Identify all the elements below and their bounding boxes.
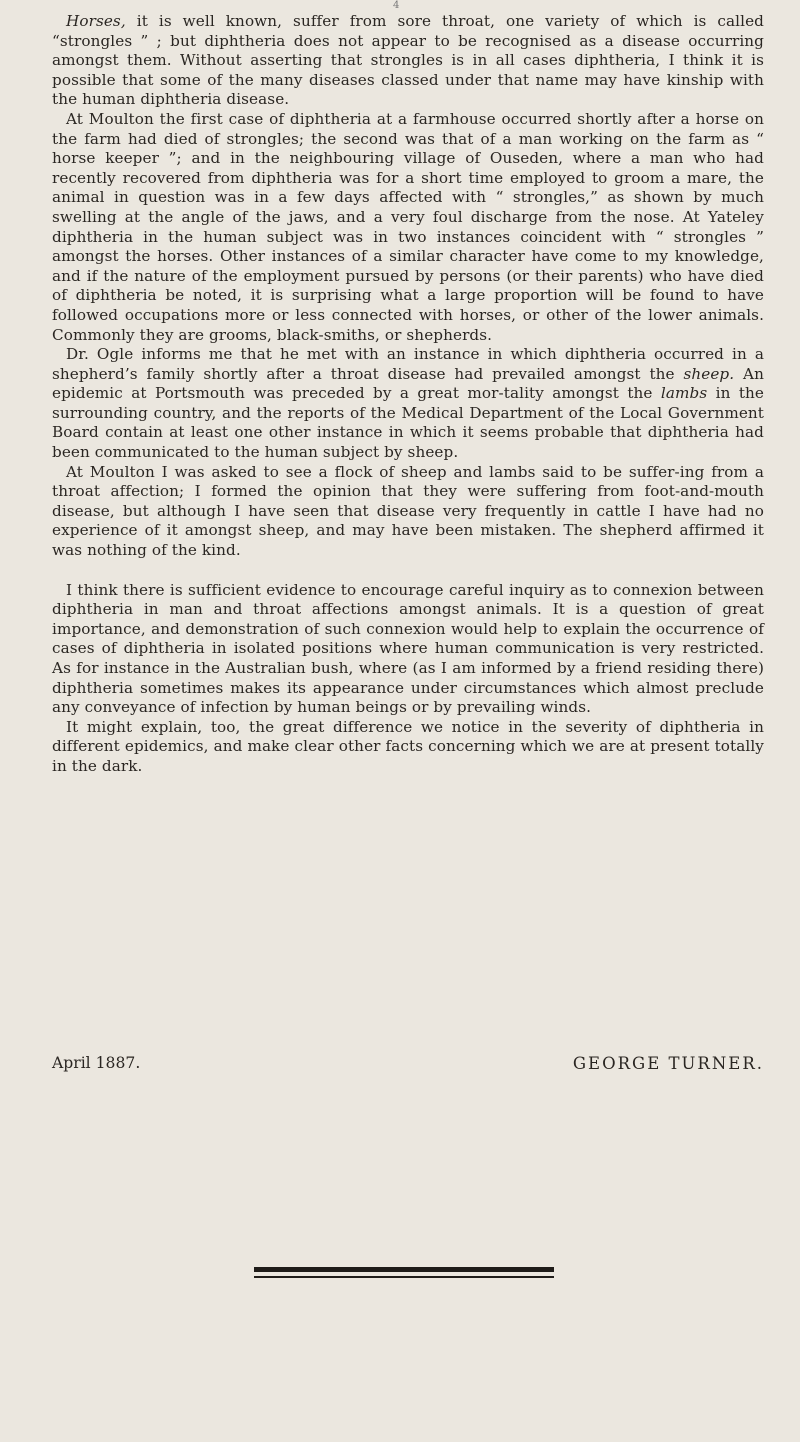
- paragraph-text: An epidemic at Portsmouth was preceded by a great mor-tality amongst the: [52, 364, 764, 403]
- body-text: [52, 12, 764, 777]
- paragraph-text: it is well known, suffer from sore throat, one variety of which is called “strongles ” ; but diphtheria does not appear to be recognised as a disease occurring amongst them. Without asserting that strongles is in all cases diphtheria, I think it is possible that some of the many diseases classed under that name may have kinship with the human diphtheria disease.: [52, 12, 764, 109]
- paragraph-text: Dr. Ogle informs me that he met with an instance in which diphtheria occurred in a shepherd’s family shortly after a throat disease had prevailed amongst the: [52, 345, 764, 383]
- paragraph: [52, 581, 764, 718]
- author-name: GEORGE TURNER.: [572, 1054, 764, 1073]
- paragraph: [52, 12, 764, 110]
- paragraph: [52, 718, 764, 777]
- paragraph-text: At Moulton the first case of diphtheria at a farmhouse occurred shortly after a horse on the farm had died of strongles; the second was that of a man working on the farm as “ horse keeper ”; and in the neighbouring village of Ouseden, where a man who had recently recovered from diphtheria was for a short time employed to groom a mare, the animal in question was in a few days affected with “ strongles,” as shown by much swelling at the angle of the jaws, and a very foul discharge from the nose. At Yateley diphtheria in the human subject was in two instances coincident with “ strongles ” amongst the horses. Other instances of a similar character have come to my knowledge, and if the nature of the employment pursued by persons (or their parents) who have died of diphtheria be noted, it is surprising what a large proportion will be found to have followed occupations more or less connected with horses, or other of the lower animals. Commonly they are grooms, black-smiths, or shepherds.: [52, 109, 764, 344]
- paragraph-text: I think there is sufficient evidence to encourage careful inquiry as to connexion between diphtheria in man and throat affections amongst animals. It is a question of great importance, and demonstration of such connexion would help to explain the occurrence of cases of diphtheria in isolated positions where human communication is very restricted. As for instance in the Australian bush, where (as I am informed by a friend residing there) diphtheria sometimes makes its appearance under circumstances which almost preclude any conveyance of infection by human beings or by prevailing winds.: [52, 580, 764, 717]
- date: April 1887.: [52, 1054, 141, 1072]
- italic-text: lambs: [660, 384, 708, 403]
- paragraph: [52, 345, 764, 463]
- italic-text: Horses,: [66, 12, 126, 30]
- paragraph-text: At Moulton I was asked to see a flock of sheep and lambs said to be suffer-ing from a throat affection; I formed the opinion that they were suffering from foot-and-mouth disease, but although I have seen that disease very frequently in cattle I have had no experience of it amongst sheep, and may have been mistaken. The shepherd affirmed it was nothing of the kind.: [52, 462, 764, 560]
- paragraph-text: It might explain, too, the great difference we notice in the severity of diphtheria in different epidemics, and make clear other facts concerning which we are at present totally in the dark.: [52, 717, 764, 775]
- paragraph: [52, 463, 764, 561]
- paragraph: [52, 110, 764, 345]
- signature-line: [52, 1054, 764, 1073]
- italic-text: sheep.: [683, 364, 735, 383]
- divider-rule: [254, 1267, 554, 1272]
- page-mark: 4: [393, 0, 400, 11]
- divider-rule-thin: [254, 1276, 554, 1278]
- paragraph-text: in the surrounding country, and the reports of the Medical Department of the Local Government Board contain at least one other instance in which it seems probable that diphtheria had been communicated to the human subject by sheep.: [52, 384, 765, 462]
